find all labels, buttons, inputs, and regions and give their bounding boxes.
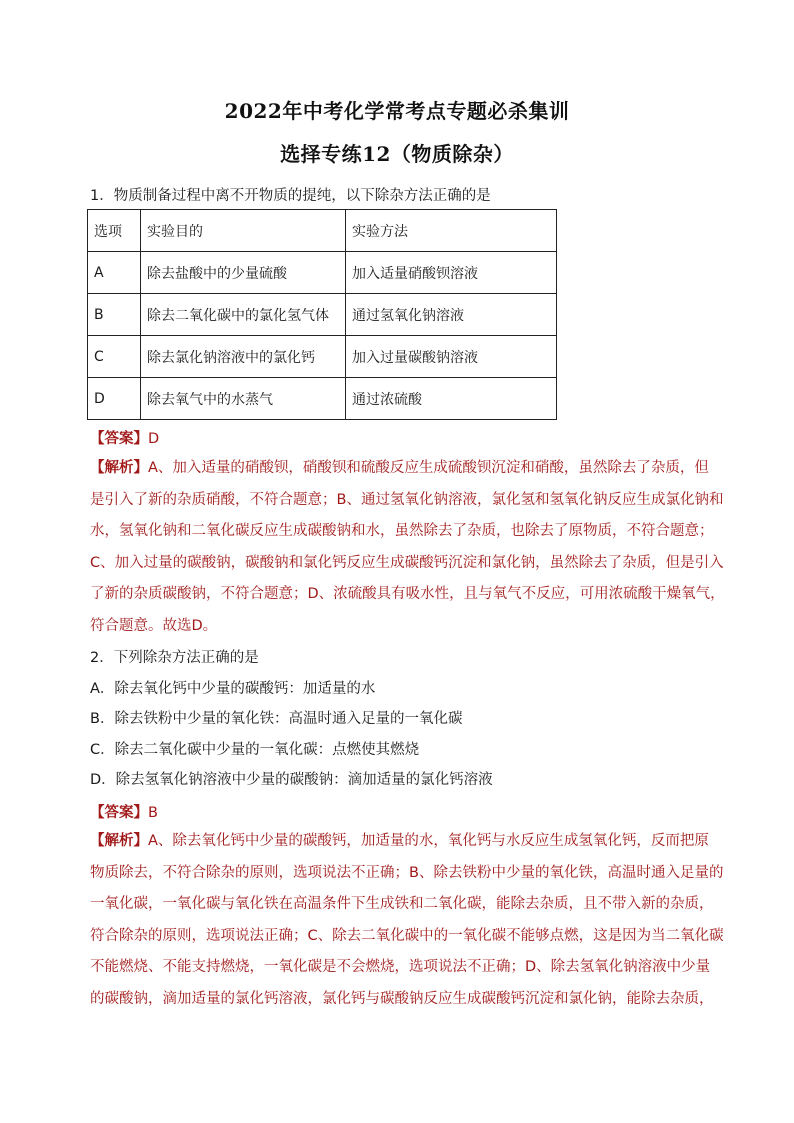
table-cell: 加入过量碳酸钠溶液 (346, 336, 557, 378)
table-header-row (88, 210, 557, 252)
question-2-option-a: A．除去氧化钙中少量的碳酸钙：加适量的水 (90, 681, 376, 697)
question-2-option-d: D．除去氢氧化钠溶液中少量的碳酸钠：滴加适量的氯化钙溶液 (90, 772, 493, 788)
question-2-answer (90, 801, 158, 822)
analysis-line: 水，氢氧化钠和二氧化碳反应生成碳酸钠和水，虽然除去了杂质，也除去了原物质，不符合题意； (90, 523, 714, 539)
analysis-tag: 【解析】 (90, 833, 148, 849)
answer-value: D (148, 431, 160, 447)
page-subtitle: 选择专练12（物质除杂） (280, 142, 514, 166)
table-cell: 通过浓硫酸 (346, 378, 557, 420)
analysis-line: 符合题意。故选D。 (90, 617, 218, 634)
answer-tag: 【答案】 (90, 805, 148, 821)
answer-value: B (148, 805, 158, 821)
table-header-cell: 实验方法 (346, 210, 557, 252)
question-2-analysis (90, 826, 724, 1015)
question-1-answer (90, 427, 159, 448)
question-2-option-c: C．除去二氧化碳中少量的一氧化碳：点燃使其燃烧 (90, 742, 420, 758)
analysis-line: 物质除去，不符合除杂的原则，选项说法不正确；B、除去铁粉中少量的氧化铁，高温时通入足量的 (90, 864, 724, 881)
analysis-line: 不能燃烧、不能支持燃烧，一氧化碳是不会燃烧，选项说法不正确；D、除去氢氧化钠溶液中少量 (90, 959, 711, 975)
analysis-line: 一氧化碳，一氧化碳与氧化铁在高温条件下生成铁和二氧化碳，能除去杂质，且不带入新的杂质， (90, 896, 714, 912)
question-1-stem: 1．物质制备过程中离不开物质的提纯，以下除杂方法正确的是 (90, 188, 491, 204)
table-cell: D (88, 378, 141, 420)
table-cell: 加入适量硝酸钡溶液 (346, 252, 557, 294)
table-row (88, 294, 557, 336)
question-2-stem: 2．下列除杂方法正确的是 (90, 650, 259, 666)
analysis-line: 【解析】A、加入适量的硝酸钡，硝酸钡和硫酸反应生成硫酸钡沉淀和硝酸，虽然除去了杂质，但 (90, 460, 709, 476)
analysis-line: 了新的杂质碳酸钠，不符合题意；D、浓硫酸具有吸水性，且与氧气不反应，可用浓硫酸干燥氧气， (90, 586, 725, 602)
question-1-table (87, 209, 557, 420)
table-cell: 除去二氧化碳中的氯化氢气体 (141, 294, 346, 336)
table-header-cell: 选项 (88, 210, 141, 252)
table-row (88, 336, 557, 378)
table-cell: 除去盐酸中的少量硫酸 (141, 252, 346, 294)
analysis-tag: 【解析】 (90, 460, 148, 476)
table-row (88, 378, 557, 420)
table-header-cell: 实验目的 (141, 210, 346, 252)
page-title: 2022年中考化学常考点专题必杀集训 (224, 99, 570, 123)
question-1-analysis (90, 453, 725, 642)
table-cell: C (88, 336, 141, 378)
analysis-line: 【解析】A、除去氧化钙中少量的碳酸钙，加适量的水，氧化钙与水反应生成氢氧化钙，反而把原 (90, 833, 709, 849)
table-cell: 除去氧气中的水蒸气 (141, 378, 346, 420)
analysis-line: 符合除杂的原则，选项说法正确；C、除去二氧化碳中的一氧化碳不能够点燃，这是因为当二氧化碳 (90, 927, 724, 944)
analysis-line: 是引入了新的杂质硝酸，不符合题意；B、通过氢氧化钠溶液，氯化氢和氢氧化钠反应生成氯化钠和 (90, 491, 724, 508)
answer-tag: 【答案】 (90, 431, 148, 447)
table-cell: 通过氢氧化钠溶液 (346, 294, 557, 336)
question-2-option-b: B．除去铁粉中少量的氧化铁：高温时通入足量的一氧化碳 (90, 711, 463, 727)
table-cell: 除去氯化钠溶液中的氯化钙 (141, 336, 346, 378)
analysis-line: 的碳酸钠，滴加适量的氯化钙溶液，氯化钙与碳酸钠反应生成碳酸钙沉淀和氯化钠，能除去杂质， (90, 990, 714, 1007)
table-cell: A (88, 252, 141, 294)
table-row (88, 252, 557, 294)
table-cell: B (88, 294, 141, 336)
analysis-line: C、加入过量的碳酸钠，碳酸钠和氯化钙反应生成碳酸钙沉淀和氯化钠，虽然除去了杂质，但是引入 (90, 554, 724, 571)
